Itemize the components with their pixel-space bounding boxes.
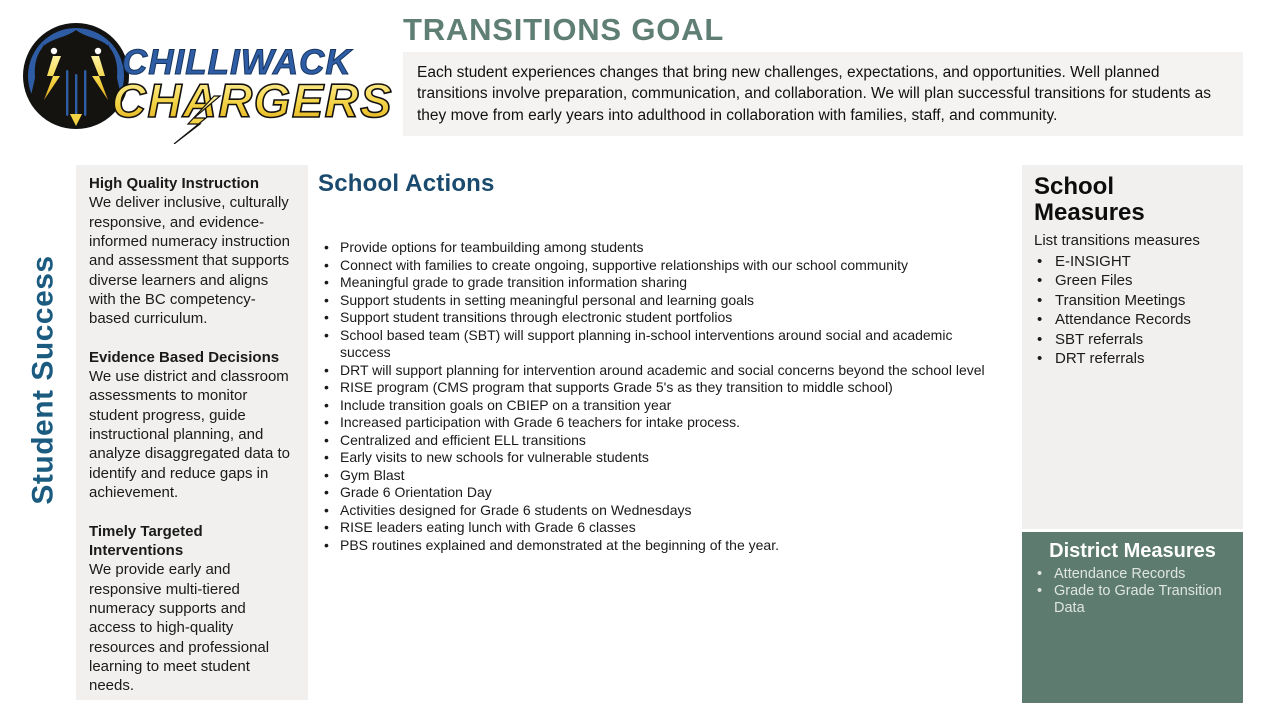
list-item: • Early visits to new schools for vulnerable students xyxy=(318,449,998,467)
list-item: • Attendance Records xyxy=(1032,566,1233,583)
district-measures-title: District Measures xyxy=(1049,540,1216,562)
list-item: • DRT referrals xyxy=(1034,349,1231,369)
section-body: We deliver inclusive, culturally responsive, and evidence-informed numeracy instruction and assessment that supports diverse learners and aligns with the BC competency-based curriculum. xyxy=(89,194,290,328)
list-item: • Green Files xyxy=(1034,271,1231,291)
school-measures-subtitle: List transitions measures xyxy=(1034,231,1200,249)
list-item: • Provide options for teambuilding among students xyxy=(318,239,998,257)
school-measures-panel xyxy=(1022,165,1243,529)
list-item: • E-INSIGHT xyxy=(1034,252,1231,272)
school-measures-list xyxy=(1034,252,1231,369)
goal-description: Each student experiences changes that bring new challenges, expectations, and opportunities. Well planned transitions involve preparation, communication, and collaboration. We will plan successful transitions for students as they move from early years into adulthood in collaboration with families, staff, and community. xyxy=(403,52,1243,136)
list-item: • SBT referrals xyxy=(1034,330,1231,350)
list-item: • School based team (SBT) will support planning in-school interventions around social and academic success xyxy=(318,327,998,362)
list-item: • RISE leaders eating lunch with Grade 6 classes xyxy=(318,519,998,537)
list-item: • Increased participation with Grade 6 teachers for intake process. xyxy=(318,414,998,432)
list-item: • Meaningful grade to grade transition information sharing xyxy=(318,274,998,292)
page-title: TRANSITIONS GOAL xyxy=(403,12,725,47)
list-item: • Grade to Grade Transition Data xyxy=(1032,583,1233,617)
list-item: • PBS routines explained and demonstrated at the beginning of the year. xyxy=(318,537,998,555)
school-actions-list xyxy=(318,239,998,554)
sidebar-section-high-quality-instruction xyxy=(89,174,295,329)
list-item: • Support students in setting meaningful personal and learning goals xyxy=(318,292,998,310)
section-body: We provide early and responsive multi-tiered numeracy supports and access to high-quality resources and professional learning to meet student needs. xyxy=(89,561,270,695)
district-measures-list xyxy=(1032,566,1233,617)
list-item: • Attendance Records xyxy=(1034,310,1231,330)
list-item: • RISE program (CMS program that supports Grade 5's as they transition to middle school) xyxy=(318,379,998,397)
wordmark xyxy=(112,43,393,144)
section-body: We use district and classroom assessments to monitor student progress, guide instructional planning, and analyze disaggregated data to identify and reduce gaps in achievement. xyxy=(89,368,290,502)
section-title: Evidence Based Decisions xyxy=(89,348,280,366)
student-success-text: Student Success xyxy=(27,255,60,505)
list-item: • Connect with families to create ongoing, supportive relationships with our school community xyxy=(318,257,998,275)
section-title: High Quality Instruction xyxy=(89,175,260,192)
district-measures-panel xyxy=(1022,532,1243,703)
school-actions-section xyxy=(318,170,1018,554)
school-measures-title: School Measures xyxy=(1034,173,1145,227)
sidebar-section-evidence-based-decisions xyxy=(89,348,295,503)
list-item: • Centralized and efficient ELL transitions xyxy=(318,432,998,450)
list-item: • Grade 6 Orientation Day xyxy=(318,484,998,502)
list-item: • Support student transitions through electronic student portfolios xyxy=(318,309,998,327)
svg-text:CHARGERS: CHARGERS xyxy=(112,74,393,127)
svg-text:CHILLIWACK: CHILLIWACK xyxy=(122,43,352,82)
list-item: • Gym Blast xyxy=(318,467,998,485)
list-item: • Transition Meetings xyxy=(1034,291,1231,311)
chilliwack-chargers-logo-icon xyxy=(6,4,401,144)
sidebar-section-timely-targeted-interventions xyxy=(89,522,295,696)
list-item: • Include transition goals on CBIEP on a transition year xyxy=(318,397,998,415)
section-title: Timely Targeted Interventions xyxy=(89,522,203,559)
measures-column xyxy=(1022,165,1243,703)
list-item: • Activities designed for Grade 6 students on Wednesdays xyxy=(318,502,998,520)
school-actions-title: School Actions xyxy=(318,170,495,197)
student-success-vertical-label xyxy=(14,165,74,595)
student-success-panel xyxy=(76,165,308,700)
list-item: • DRT will support planning for intervention around academic and social concerns beyond the school level xyxy=(318,362,998,380)
school-logo xyxy=(6,4,401,144)
